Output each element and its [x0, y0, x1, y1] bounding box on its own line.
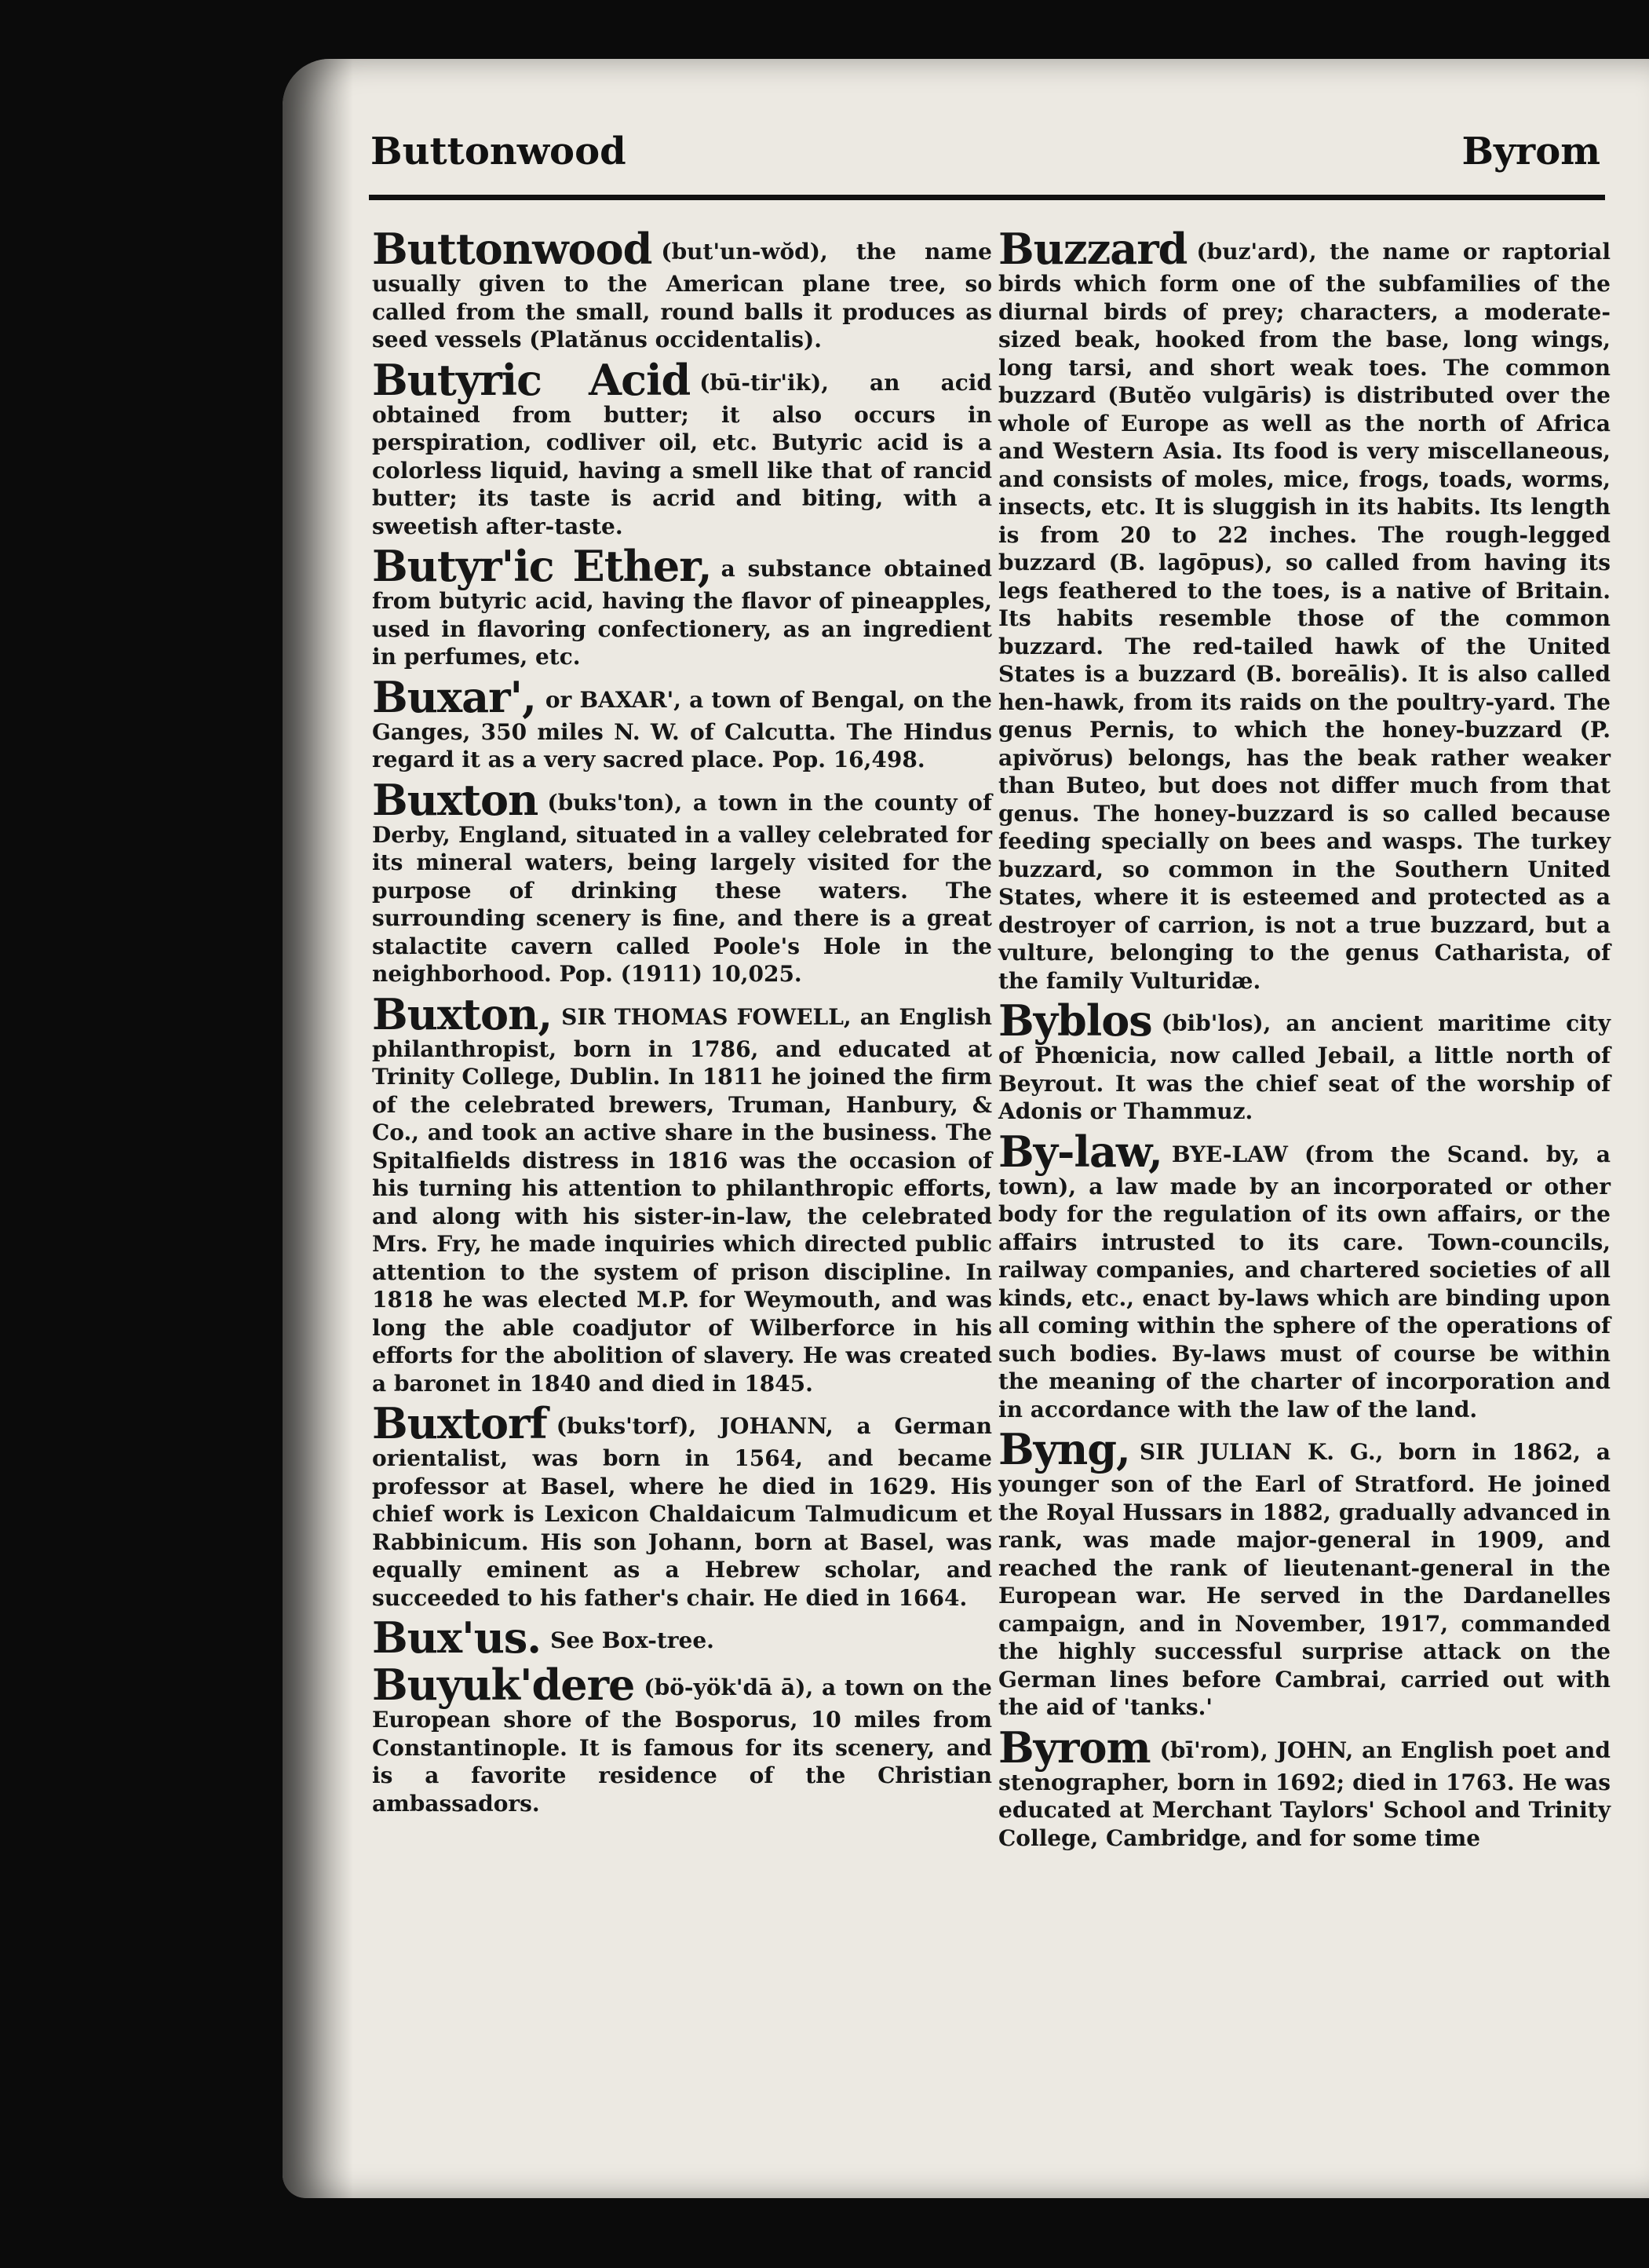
- headword: Butyric Acid: [372, 354, 691, 405]
- definition: a substance obtained from butyric acid, having the flavor of pineapples, used in flavoring confectionery, as an ingredient in perfumes, etc.: [372, 556, 992, 670]
- headword: Buxton: [372, 774, 538, 825]
- headword: Butyr'ic Ether,: [372, 541, 712, 591]
- headword: Byrom: [998, 1722, 1151, 1773]
- definition: or BAXAR', a town of Bengal, on the Ganges, 350 miles N. W. of Calcutta. The Hindus regard it as a very sacred place. Pop. 16,498.: [372, 686, 992, 772]
- definition: BYE-LAW (from the Scand. by, a town), a law made by an incorporated or other body for the regulation of its own affairs, or the affairs intrusted to its care. Town-councils, railway companies, and chartered societies of all kinds, etc., enact by-laws which are binding upon all coming within the sphere of the operations of such bodies. By-laws must of course be within the meaning of the charter of incorporation and in accordance with the law of the land.: [998, 1141, 1611, 1423]
- definition: See Box-tree.: [550, 1627, 714, 1653]
- entry-byblos: [998, 995, 1611, 1126]
- headword: By-law,: [998, 1126, 1162, 1177]
- headword: Bux'us.: [372, 1612, 542, 1663]
- definition: SIR THOMAS FOWELL, an English philanthropist, born in 1786, and educated at Trinity College, Dublin. In 1811 he joined the firm of the celebrated brewers, Truman, Hanbury, & Co., and took an active share in the business. The Spitalfields distress in 1816 was the occasion of his turning his attention to philanthropic efforts, and along with his sister-in-law, the celebrated Mrs. Fry, he made inquiries which directed public attention to the system of prison discipline. In 1818 he was elected M.P. for Weymouth, and was long the able coadjutor of Wilberforce in his efforts for the abolition of slavery. He was created a baronet in 1840 and died in 1845.: [372, 1003, 992, 1397]
- right-column: [998, 224, 1611, 1857]
- headword: Buzzard: [998, 224, 1187, 274]
- headword: Buxar',: [372, 671, 536, 722]
- definition: SIR JULIAN K. G., born in 1862, a younger son of the Earl of Stratford. He joined the Royal Hussars in 1882, gradually advanced in rank, was made major-general in 1909, and reached the rank of lieutenant-general in the European war. He served in the Dardanelles campaign, and in November, 1917, commanded the highly successful surprise attack on the German lines before Cambrai, carried out with the aid of 'tanks.': [998, 1439, 1611, 1720]
- entry-buxtorf: [372, 1398, 992, 1612]
- running-head-left: Buttonwood: [370, 130, 626, 173]
- definition: (but'un-wŏd), the name usually given to the American plane tree, so called from the small, round balls it produces as seed vessels (Platănus occidentalis).: [372, 239, 992, 352]
- entry-buxton-thomas: [372, 988, 992, 1398]
- left-column: [372, 224, 992, 1822]
- header-rule: [369, 195, 1605, 200]
- entry-buxus: [372, 1612, 992, 1663]
- entry-by-law: [998, 1126, 1611, 1424]
- entry-buyukdere: [372, 1660, 992, 1817]
- entry-buttonwood: [372, 224, 992, 354]
- definition: (buks'torf), JOHANN, a German orientalist, was born in 1564, and became professor at Basel, where he died in 1629. His chief work is Lexicon Chaldaicum Talmudicum et Rabbinicum. His son Johann, born at Basel, was equally eminent as a Hebrew scholar, and succeeded to his father's chair. He died in 1664.: [372, 1413, 992, 1611]
- definition: (buks'ton), a town in the county of Derby, England, situated in a valley celebrated for its mineral waters, being largely visited for the purpose of drinking these waters. The surrounding scenery is fine, and there is a great stalactite cavern called Poole's Hole in the neighborhood. Pop. (1911) 10,025.: [372, 789, 992, 987]
- headword: Buyuk'dere: [372, 1660, 635, 1710]
- headword: Buttonwood: [372, 224, 652, 274]
- headword: Buxtorf: [372, 1398, 547, 1448]
- definition: (buz'ard), the name or raptorial birds which form one of the subfamilies of the diurnal birds of prey; characters, a moderate-sized beak, hooked from the base, long wings, long tarsi, and short weak toes. The common buzzard (Butĕo vulgāris) is distributed over the whole of Europe as well as the north of Africa and Western Asia. Its food is very miscellaneous, and consists of moles, mice, frogs, toads, worms, insects, etc. It is sluggish in its habits. Its length is from 20 to 22 inches. The rough-legged buzzard (B. lagōpus), so called from having its legs feathered to the toes, is a native of Britain. Its habits resemble those of the common buzzard. The red-tailed hawk of the United States is a buzzard (B. boreālis). It is also called hen-hawk, from its raids on the poultry-yard. The genus Pernis, to which the honey-buzzard (P. apivŏrus) belongs, has the beak rather weaker than Buteo, but does not differ much from that genus. The honey-buzzard is so called because feeding specially on bees and wasps. The turkey buzzard, so common in the Southern United States, where it is esteemed and protected as a destroyer of carrion, is not a true buzzard, but a vulture, belonging to the genus Catharista, of the family Vulturidæ.: [998, 239, 1611, 994]
- definition: (bö-yök'dā ā), a town on the European shore of the Bosporus, 10 miles from Constantinople. It is famous for its scenery, and is a favorite residence of the Christian ambassadors.: [372, 1675, 992, 1817]
- running-head-right: Byrom: [1461, 130, 1600, 173]
- headword: Byng,: [998, 1424, 1130, 1474]
- definition: (bib'los), an ancient maritime city of Phœnicia, now called Jebail, a little north of Beyrout. It was the chief seat of the worship of Adonis or Thammuz.: [998, 1010, 1611, 1124]
- entry-buxton-town: [372, 774, 992, 988]
- running-head: [370, 130, 1600, 184]
- entry-byng: [998, 1424, 1611, 1722]
- headword: Byblos: [998, 995, 1152, 1046]
- definition: (bī'rom), JOHN, an English poet and stenographer, born in 1692; died in 1763. He was educated at Merchant Taylors' School and Trinity College, Cambridge, and for some time: [998, 1737, 1611, 1851]
- definition: (bū-tir'ik), an acid obtained from butter; it also occurs in perspiration, codliver oil, etc. Butyric acid is a colorless liquid, having a smell like that of rancid butter; its taste is acrid and biting, with a sweetish after-taste.: [372, 369, 992, 539]
- entry-butyric-acid: [372, 354, 992, 541]
- headword: Buxton,: [372, 988, 553, 1039]
- entry-byrom: [998, 1722, 1611, 1853]
- entry-buxar: [372, 671, 992, 774]
- entry-buzzard: [998, 224, 1611, 995]
- entry-butyric-ether: [372, 541, 992, 671]
